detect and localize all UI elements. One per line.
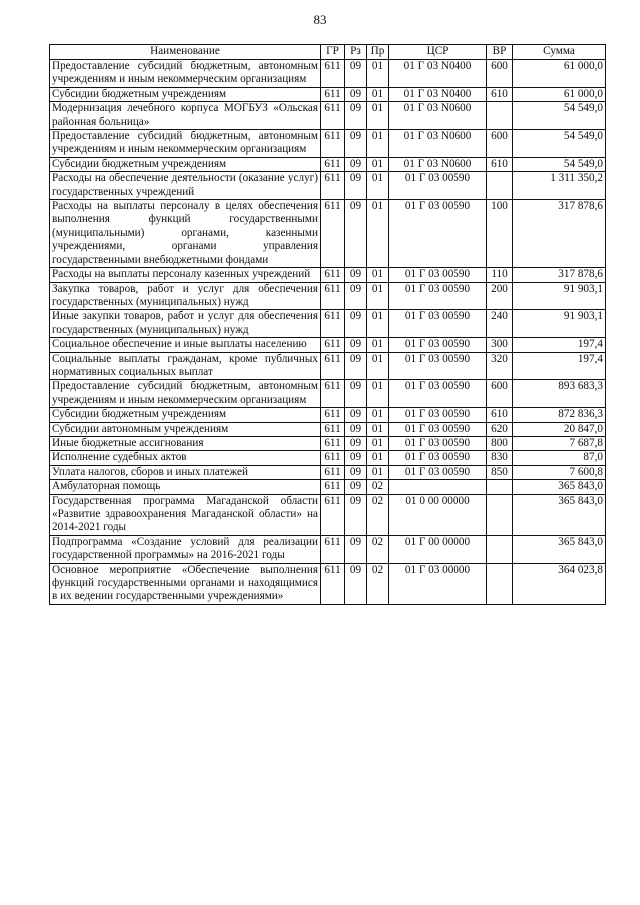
cell-vr: 600 <box>487 130 513 158</box>
cell-gr: 611 <box>321 60 345 88</box>
cell-vr: 600 <box>487 60 513 88</box>
cell-name: Субсидии бюджетным учреждениям <box>50 408 321 422</box>
cell-gr: 611 <box>321 352 345 380</box>
cell-rz: 09 <box>345 436 367 450</box>
cell-rz: 09 <box>345 172 367 200</box>
cell-vr: 240 <box>487 310 513 338</box>
cell-csr: 01 Г 03 00590 <box>389 352 487 380</box>
cell-name: Расходы на выплаты персоналу казенных учреждений <box>50 268 321 282</box>
cell-pr: 01 <box>367 200 389 268</box>
cell-sum: 365 843,0 <box>513 494 606 535</box>
cell-sum: 91 903,1 <box>513 282 606 310</box>
cell-rz: 09 <box>345 338 367 352</box>
cell-sum: 54 549,0 <box>513 157 606 171</box>
cell-rz: 09 <box>345 451 367 465</box>
cell-csr: 01 Г 03 00590 <box>389 282 487 310</box>
table-row <box>50 535 606 563</box>
cell-gr: 611 <box>321 422 345 436</box>
cell-sum: 61 000,0 <box>513 87 606 101</box>
cell-name: Иные бюджетные ассигнования <box>50 436 321 450</box>
table-row <box>50 451 606 465</box>
cell-csr: 01 Г 03 00590 <box>389 408 487 422</box>
cell-sum: 365 843,0 <box>513 480 606 494</box>
cell-vr: 800 <box>487 436 513 450</box>
cell-sum: 20 847,0 <box>513 422 606 436</box>
cell-sum: 7 687,8 <box>513 436 606 450</box>
table-header-row <box>50 45 606 60</box>
cell-sum: 364 023,8 <box>513 563 606 604</box>
cell-sum: 872 836,3 <box>513 408 606 422</box>
cell-name: Социальные выплаты гражданам, кроме публичных нормативных социальных выплат <box>50 352 321 380</box>
cell-gr: 611 <box>321 436 345 450</box>
table-row <box>50 87 606 101</box>
cell-pr: 01 <box>367 380 389 408</box>
header-gr: ГР <box>321 45 345 60</box>
cell-pr: 01 <box>367 465 389 479</box>
cell-sum: 197,4 <box>513 352 606 380</box>
cell-rz: 09 <box>345 494 367 535</box>
cell-rz: 09 <box>345 87 367 101</box>
header-rz: Рз <box>345 45 367 60</box>
header-pr: Пр <box>367 45 389 60</box>
cell-pr: 01 <box>367 157 389 171</box>
cell-pr: 01 <box>367 60 389 88</box>
cell-vr: 200 <box>487 282 513 310</box>
cell-gr: 611 <box>321 494 345 535</box>
cell-csr: 01 Г 00 00000 <box>389 535 487 563</box>
cell-sum: 91 903,1 <box>513 310 606 338</box>
cell-name: Субсидии бюджетным учреждениям <box>50 87 321 101</box>
table-row <box>50 563 606 604</box>
cell-vr <box>487 480 513 494</box>
cell-gr: 611 <box>321 465 345 479</box>
table-row <box>50 408 606 422</box>
table-row <box>50 436 606 450</box>
cell-csr: 01 Г 03 N0400 <box>389 60 487 88</box>
cell-pr: 01 <box>367 282 389 310</box>
cell-csr: 01 Г 03 00590 <box>389 380 487 408</box>
cell-csr: 01 Г 03 00590 <box>389 465 487 479</box>
cell-sum: 54 549,0 <box>513 102 606 130</box>
cell-pr: 01 <box>367 310 389 338</box>
cell-vr <box>487 172 513 200</box>
cell-name: Уплата налогов, сборов и иных платежей <box>50 465 321 479</box>
cell-name: Расходы на выплаты персоналу в целях обеспечения выполнения функций государственными (муниципальными) органами, казенными учреждениями, органами управления государственными внебюджетными фондами <box>50 200 321 268</box>
cell-gr: 611 <box>321 87 345 101</box>
cell-name: Исполнение судебных актов <box>50 451 321 465</box>
cell-csr: 01 0 00 00000 <box>389 494 487 535</box>
table-row <box>50 268 606 282</box>
cell-vr: 610 <box>487 87 513 101</box>
cell-rz: 09 <box>345 563 367 604</box>
header-csr: ЦСР <box>389 45 487 60</box>
table-body <box>50 60 606 605</box>
cell-csr: 01 Г 03 00590 <box>389 338 487 352</box>
cell-name: Субсидии бюджетным учреждениям <box>50 157 321 171</box>
cell-pr: 01 <box>367 408 389 422</box>
header-vr: ВР <box>487 45 513 60</box>
cell-rz: 09 <box>345 408 367 422</box>
table-row <box>50 338 606 352</box>
cell-name: Субсидии автономным учреждениям <box>50 422 321 436</box>
cell-pr: 01 <box>367 172 389 200</box>
cell-csr: 01 Г 03 00590 <box>389 268 487 282</box>
cell-pr: 01 <box>367 338 389 352</box>
cell-sum: 317 878,6 <box>513 268 606 282</box>
cell-pr: 01 <box>367 352 389 380</box>
cell-csr: 01 Г 03 00590 <box>389 451 487 465</box>
cell-pr: 01 <box>367 268 389 282</box>
cell-rz: 09 <box>345 200 367 268</box>
cell-name: Иные закупки товаров, работ и услуг для обеспечения государственных (муниципальных) нужд <box>50 310 321 338</box>
cell-rz: 09 <box>345 310 367 338</box>
table-row <box>50 422 606 436</box>
cell-gr: 611 <box>321 535 345 563</box>
cell-rz: 09 <box>345 60 367 88</box>
cell-vr: 110 <box>487 268 513 282</box>
cell-gr: 611 <box>321 338 345 352</box>
cell-vr: 100 <box>487 200 513 268</box>
cell-gr: 611 <box>321 157 345 171</box>
cell-gr: 611 <box>321 408 345 422</box>
cell-name: Предоставление субсидий бюджетным, автономным учреждениям и иным некоммерческим организациям <box>50 380 321 408</box>
table-row <box>50 494 606 535</box>
cell-name: Закупка товаров, работ и услуг для обеспечения государственных (муниципальных) нужд <box>50 282 321 310</box>
cell-rz: 09 <box>345 130 367 158</box>
cell-vr: 300 <box>487 338 513 352</box>
table-row <box>50 172 606 200</box>
cell-gr: 611 <box>321 130 345 158</box>
table-row <box>50 380 606 408</box>
table-row <box>50 157 606 171</box>
cell-vr <box>487 102 513 130</box>
cell-vr: 320 <box>487 352 513 380</box>
cell-pr: 02 <box>367 480 389 494</box>
cell-csr: 01 Г 03 00590 <box>389 172 487 200</box>
cell-csr: 01 Г 03 00590 <box>389 310 487 338</box>
cell-vr: 610 <box>487 408 513 422</box>
cell-rz: 09 <box>345 380 367 408</box>
cell-name: Основное мероприятие «Обеспечение выполнения функций государственными органами и находящимися в их ведении государственными учреждениями» <box>50 563 321 604</box>
table-row <box>50 352 606 380</box>
cell-name: Государственная программа Магаданской области «Развитие здравоохранения Магаданской области» на 2014-2021 годы <box>50 494 321 535</box>
cell-sum: 61 000,0 <box>513 60 606 88</box>
cell-rz: 09 <box>345 422 367 436</box>
cell-gr: 611 <box>321 102 345 130</box>
table-row <box>50 480 606 494</box>
cell-pr: 01 <box>367 436 389 450</box>
cell-csr: 01 Г 03 N0600 <box>389 130 487 158</box>
cell-rz: 09 <box>345 157 367 171</box>
cell-gr: 611 <box>321 172 345 200</box>
cell-pr: 02 <box>367 535 389 563</box>
cell-csr: 01 Г 03 N0400 <box>389 87 487 101</box>
cell-name: Подпрограмма «Создание условий для реализации государственной программы» на 2016-2021 годы <box>50 535 321 563</box>
cell-gr: 611 <box>321 451 345 465</box>
cell-rz: 09 <box>345 535 367 563</box>
header-sum: Сумма <box>513 45 606 60</box>
cell-csr <box>389 480 487 494</box>
cell-gr: 611 <box>321 268 345 282</box>
cell-sum: 365 843,0 <box>513 535 606 563</box>
cell-csr: 01 Г 03 00590 <box>389 436 487 450</box>
cell-vr: 620 <box>487 422 513 436</box>
cell-sum: 54 549,0 <box>513 130 606 158</box>
cell-gr: 611 <box>321 282 345 310</box>
cell-sum: 197,4 <box>513 338 606 352</box>
cell-rz: 09 <box>345 352 367 380</box>
header-name: Наименование <box>50 45 321 60</box>
cell-pr: 01 <box>367 422 389 436</box>
cell-sum: 87,0 <box>513 451 606 465</box>
cell-pr: 01 <box>367 130 389 158</box>
table-row <box>50 200 606 268</box>
page-number: 83 <box>313 12 327 27</box>
cell-name: Предоставление субсидий бюджетным, автономным учреждениям и иным некоммерческим организациям <box>50 130 321 158</box>
cell-csr: 01 Г 03 00590 <box>389 200 487 268</box>
cell-csr: 01 Г 03 N0600 <box>389 102 487 130</box>
cell-pr: 01 <box>367 102 389 130</box>
cell-vr <box>487 563 513 604</box>
cell-gr: 611 <box>321 310 345 338</box>
budget-table <box>49 44 606 605</box>
table-row <box>50 465 606 479</box>
cell-name: Амбулаторная помощь <box>50 480 321 494</box>
cell-pr: 01 <box>367 87 389 101</box>
table-row <box>50 60 606 88</box>
table-row <box>50 282 606 310</box>
cell-rz: 09 <box>345 102 367 130</box>
cell-sum: 7 600,8 <box>513 465 606 479</box>
cell-name: Расходы на обеспечение деятельности (оказание услуг) государственных учреждений <box>50 172 321 200</box>
cell-pr: 02 <box>367 563 389 604</box>
cell-vr <box>487 494 513 535</box>
cell-gr: 611 <box>321 200 345 268</box>
cell-pr: 01 <box>367 451 389 465</box>
cell-vr: 830 <box>487 451 513 465</box>
cell-sum: 893 683,3 <box>513 380 606 408</box>
cell-csr: 01 Г 03 00000 <box>389 563 487 604</box>
cell-name: Модернизация лечебного корпуса МОГБУЗ «Ольская районная больница» <box>50 102 321 130</box>
cell-csr: 01 Г 03 00590 <box>389 422 487 436</box>
cell-vr <box>487 535 513 563</box>
cell-gr: 611 <box>321 380 345 408</box>
cell-gr: 611 <box>321 563 345 604</box>
table-row <box>50 130 606 158</box>
cell-rz: 09 <box>345 480 367 494</box>
cell-gr: 611 <box>321 480 345 494</box>
cell-name: Социальное обеспечение и иные выплаты населению <box>50 338 321 352</box>
cell-rz: 09 <box>345 268 367 282</box>
cell-vr: 610 <box>487 157 513 171</box>
cell-rz: 09 <box>345 282 367 310</box>
cell-name: Предоставление субсидий бюджетным, автономным учреждениям и иным некоммерческим организациям <box>50 60 321 88</box>
cell-vr: 600 <box>487 380 513 408</box>
cell-sum: 317 878,6 <box>513 200 606 268</box>
table-row <box>50 102 606 130</box>
table-row <box>50 310 606 338</box>
cell-sum: 1 311 350,2 <box>513 172 606 200</box>
cell-csr: 01 Г 03 N0600 <box>389 157 487 171</box>
cell-vr: 850 <box>487 465 513 479</box>
cell-pr: 02 <box>367 494 389 535</box>
cell-rz: 09 <box>345 465 367 479</box>
